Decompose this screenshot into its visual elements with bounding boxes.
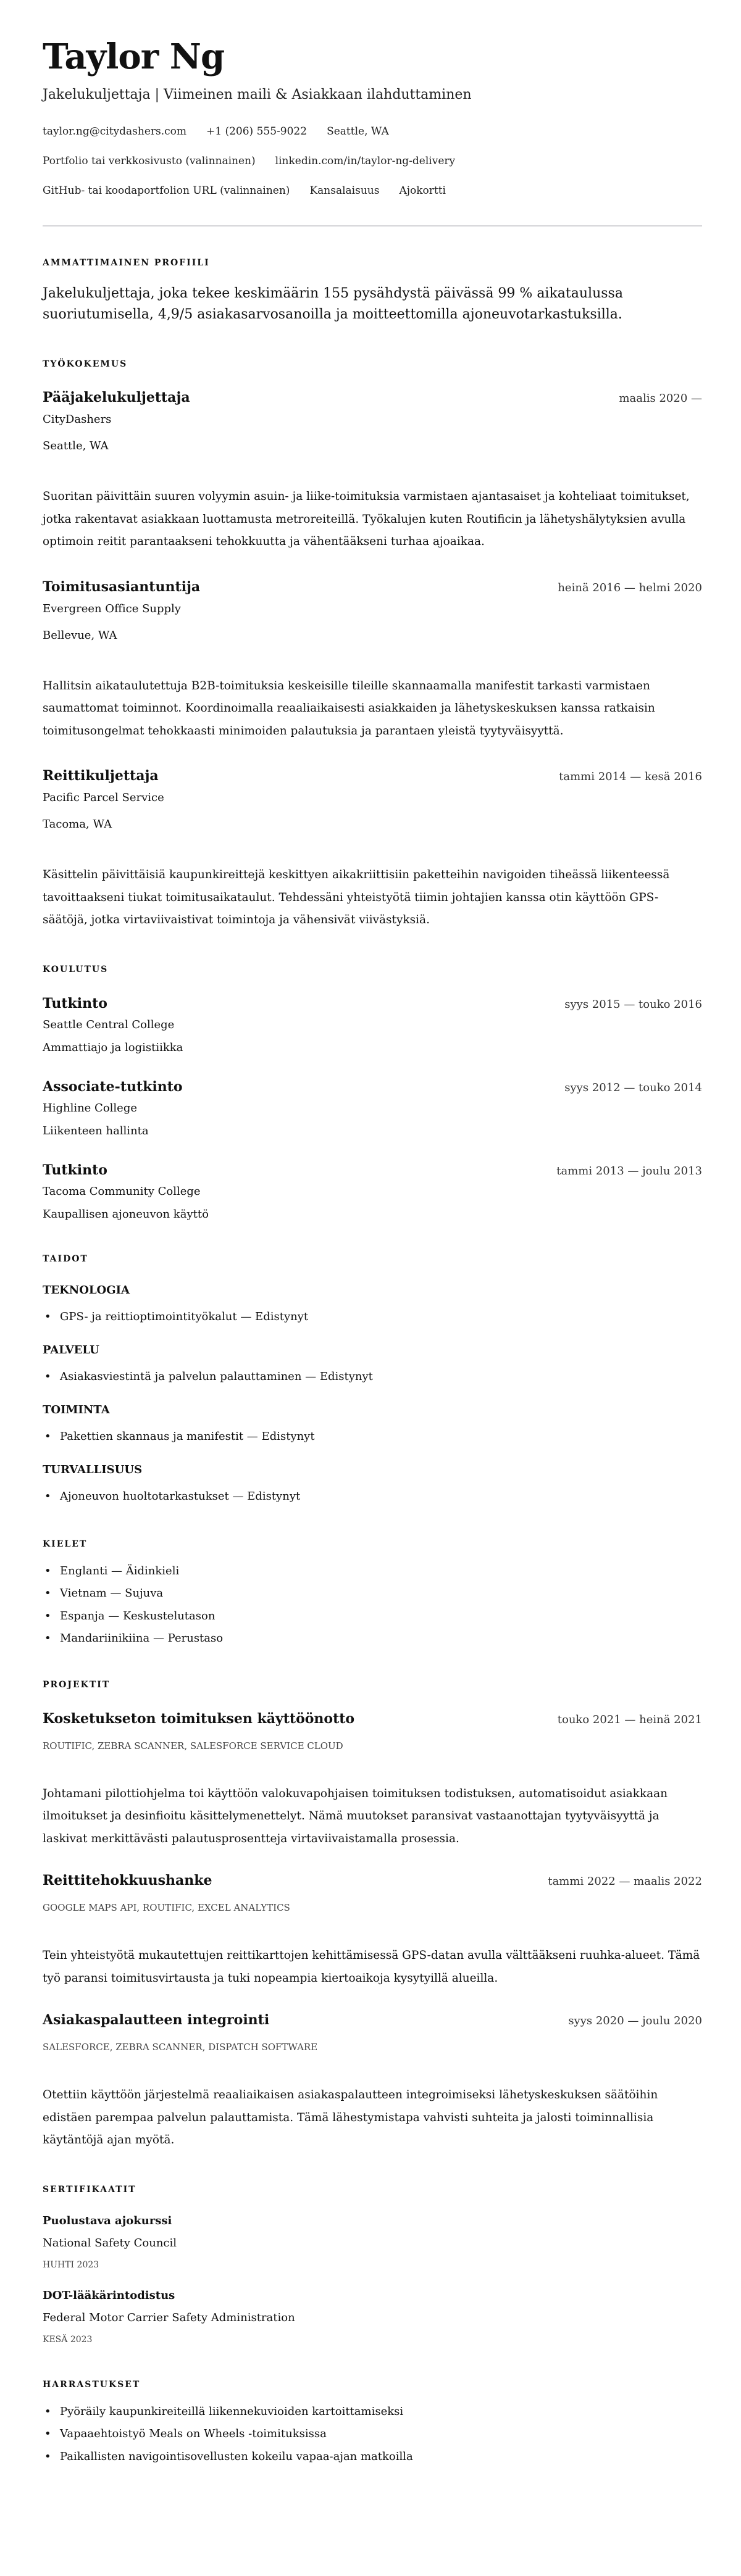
project-description: Otettiin käyttöön järjestelmä reaaliaikaisen asiakaspalautteen integroimiseksi lähetyskeskuksen säätöihin edistäen parempaa palvelun palauttamista. Tämä lähestymistapa vahvisti suhteita ja jalosti toiminnallisia käytäntöjä ajan myötä.	[43, 2088, 658, 2146]
section-heading: TAIDOT	[43, 1253, 88, 1264]
entry-header	[43, 994, 702, 1014]
job-title: Reittikuljettaja	[43, 768, 159, 784]
skill-category: TOIMINTA	[43, 1403, 110, 1416]
project-dates: touko 2021 — heinä 2021	[557, 1713, 702, 1726]
profile-section	[43, 257, 702, 325]
entry-header	[43, 388, 702, 408]
certification-entry	[43, 2288, 702, 2346]
candidate-name: Taylor Ng	[43, 36, 225, 77]
entry-header	[43, 767, 702, 786]
job-dates: heinä 2016 — helmi 2020	[558, 581, 702, 594]
job-description: Käsittelin päivittäisiä kaupunkireittejä keskittyen aikakriittisiin paketteihin navigoiden tiheässä liikenteessä tavoittaakseni tiukat toimitusaikataulut. Tehdessäni yhteistyötä tiimin johtajien kanssa otin käyttöön GPS-säätöjä, jotka virtaviivaistivat toimintoja ja vähensivät viivästyksiä.	[43, 868, 670, 926]
entry-header	[43, 1710, 702, 1729]
job-dates: tammi 2014 — kesä 2016	[559, 770, 702, 783]
certification-title: DOT-lääkärintodistus	[43, 2288, 175, 2302]
certification-title: Puolustava ajokurssi	[43, 2214, 172, 2227]
experience-entry	[43, 767, 702, 932]
project-title: Asiakaspalautteen integrointi	[43, 2012, 270, 2028]
skill-list	[43, 1429, 702, 1445]
section-heading: SERTIFIKAATIT	[43, 2184, 136, 2195]
field-of-study: Kaupallisen ajoneuvon käyttö	[43, 1207, 209, 1221]
candidate-headline: Jakelukuljettaja | Viimeinen maili & Asiakkaan ilahduttaminen	[43, 87, 472, 102]
degree-title: Tutkinto	[43, 995, 107, 1012]
linkedin-link[interactable]: linkedin.com/in/taylor-ng-delivery	[275, 155, 456, 167]
language-item: • Espanja — Keskustelutason	[43, 1605, 702, 1628]
project-dates: syys 2020 — joulu 2020	[568, 2014, 702, 2027]
project-dates: tammi 2022 — maalis 2022	[548, 1875, 702, 1888]
company-name: CityDashers	[43, 413, 112, 426]
skill-item: • GPS- ja reittioptimointityökalut — Edistynyt	[43, 1309, 702, 1325]
education-entry	[43, 994, 702, 1056]
language-item: • Vietnam — Sujuva	[43, 1582, 702, 1605]
hobbies-section	[43, 2379, 702, 2469]
education-entry	[43, 1078, 702, 1139]
experience-entry	[43, 388, 702, 554]
hobby-item: • Vapaaehtoistyö Meals on Wheels -toimituksissa	[43, 2423, 702, 2446]
certification-issuer: Federal Motor Carrier Safety Administration	[43, 2311, 295, 2324]
degree-title: Associate-tutkinto	[43, 1078, 183, 1095]
section-heading: AMMATTIMAINEN PROFIILI	[43, 258, 210, 268]
experience-entry	[43, 578, 702, 743]
section-heading: TYÖKOKEMUS	[43, 359, 128, 369]
email-link[interactable]: taylor.ng@citydashers.com	[43, 125, 187, 138]
education-dates: syys 2012 — touko 2014	[564, 1081, 702, 1094]
job-title: Pääjakelukuljettaja	[43, 389, 190, 405]
project-description: Tein yhteistyötä mukautettujen reittikarttojen kehittämisessä GPS-datan avulla välttääkseni ruuhka-alueet. Tämä työ paransi toimitusvirtausta ja tuki nopeampia kiertoaikoja kysytyillä alueilla.	[43, 1949, 700, 1985]
entry-header	[43, 1161, 702, 1181]
skills-section	[43, 1253, 702, 1505]
job-description: Suoritan päivittäin suuren volyymin asuin- ja liike-toimituksia varmistaen ajantasaiset ja kohteliaat toimitukset, jotka rakentavat asiakkaan luottamusta metroreiteillä. Työkalujen kuten Routificin ja lähetyshälytyksien avulla optimoin reitit parantaakseni tehokkuutta ja vähentääkseni turhaa ajoaikaa.	[43, 490, 690, 548]
project-title: Kosketukseton toimituksen käyttöönotto	[43, 1710, 355, 1727]
project-entry	[43, 1871, 702, 1990]
skill-category: PALVELU	[43, 1343, 99, 1357]
job-location: Bellevue, WA	[43, 628, 117, 642]
header-divider	[43, 225, 702, 226]
company-name: Pacific Parcel Service	[43, 791, 164, 804]
skill-item: • Asiakasviestintä ja palvelun palauttaminen — Edistynyt	[43, 1369, 702, 1385]
education-dates: syys 2015 — touko 2016	[564, 997, 702, 1011]
project-description: Johtamani pilottiohjelma toi käyttöön valokuvapohjaisen toimituksen todistuksen, automatisoidut asiakkaan ilmoitukset ja desinfioitu käsittelymenettelyt. Nämä muutokset paransivat vastaanottajan tyytyväisyyttä ja laskivat merkittävästi palautusprosentteja virtaviivaistamalla prosessia.	[43, 1787, 668, 1845]
contact-row	[43, 183, 702, 199]
degree-title: Tutkinto	[43, 1161, 107, 1178]
school-name: Highline College	[43, 1101, 137, 1115]
entry-header	[43, 2011, 702, 2030]
experience-section	[43, 358, 702, 932]
skill-item: • Pakettien skannaus ja manifestit — Edistynyt	[43, 1429, 702, 1445]
job-location: Seattle, WA	[43, 439, 109, 452]
school-name: Tacoma Community College	[43, 1184, 201, 1198]
languages-section	[43, 1538, 702, 1650]
hobby-item: • Pyöräily kaupunkireiteillä liikennekuvioiden kartoittamiseksi	[43, 2401, 702, 2424]
skill-list	[43, 1369, 702, 1385]
phone-number[interactable]: +1 (206) 555-9022	[206, 125, 308, 138]
certifications-section	[43, 2183, 702, 2346]
company-name: Evergreen Office Supply	[43, 602, 181, 615]
project-tech-stack: ROUTIFIC, ZEBRA SCANNER, SALESFORCE SERVICE CLOUD	[43, 1740, 343, 1751]
languages-list	[43, 1560, 702, 1650]
certification-date: KESÄ 2023	[43, 2334, 93, 2345]
education-section	[43, 963, 702, 1223]
language-item: • Mandariinikiina — Perustaso	[43, 1627, 702, 1650]
project-tech-stack: SALESFORCE, ZEBRA SCANNER, DISPATCH SOFTWARE	[43, 2042, 318, 2053]
job-title: Toimitusasiantuntija	[43, 578, 201, 595]
skill-item: • Ajoneuvon huoltotarkastukset — Edistynyt	[43, 1489, 702, 1505]
projects-section	[43, 1679, 702, 2152]
profile-summary: Jakelukuljettaja, joka tekee keskimäärin 155 pysähdystä päivässä 99 % aikataulussa suoriutumisella, 4,9/5 asiakasarvosanoilla ja moitteettomilla ajoneuvotarkastuksilla.	[43, 286, 623, 322]
project-title: Reittitehokkuushanke	[43, 1872, 212, 1888]
entry-header	[43, 578, 702, 597]
project-entry	[43, 1710, 702, 1851]
language-item: • Englanti — Äidinkieli	[43, 1560, 702, 1583]
contact-row	[43, 153, 702, 169]
certification-issuer: National Safety Council	[43, 2236, 177, 2250]
field-of-study: Liikenteen hallinta	[43, 1124, 149, 1137]
section-heading: KIELET	[43, 1539, 88, 1549]
resume-header	[43, 37, 702, 199]
portfolio-link[interactable]: Portfolio tai verkkosivusto (valinnainen)	[43, 155, 256, 167]
location: Seattle, WA	[327, 125, 389, 138]
skill-category: TEKNOLOGIA	[43, 1283, 130, 1297]
hobby-item: • Paikallisten navigointisovellusten kokeilu vapaa-ajan matkoilla	[43, 2446, 702, 2469]
field-of-study: Ammattiajo ja logistiikka	[43, 1041, 183, 1054]
entry-header	[43, 1078, 702, 1097]
certification-date: HUHTI 2023	[43, 2259, 99, 2270]
education-entry	[43, 1161, 702, 1223]
citizenship: Kansalaisuus	[309, 185, 380, 197]
project-tech-stack: GOOGLE MAPS API, ROUTIFIC, EXCEL ANALYTICS	[43, 1902, 290, 1913]
github-link[interactable]: GitHub- tai koodaportfolion URL (valinnainen)	[43, 185, 290, 197]
job-dates: maalis 2020 —	[619, 392, 702, 405]
drivers-license: Ajokortti	[399, 185, 446, 197]
entry-header	[43, 1871, 702, 1891]
skill-list	[43, 1309, 702, 1325]
section-heading: HARRASTUKSET	[43, 2379, 141, 2390]
certification-entry	[43, 2213, 702, 2271]
education-dates: tammi 2013 — joulu 2013	[556, 1164, 702, 1178]
job-description: Hallitsin aikataulutettuja B2B-toimituksia keskeisille tileille skannaamalla manifestit tarkasti varmistaen saumattomat toiminnot. Koordinoimalla reaaliaikaisesti asiakkaiden ja lähetyskeskuksen kanssa ratkaisin toimitusongelmat tehokkaasti minimoiden palautuksia ja parantaen yleistä tyytyväisyyttä.	[43, 679, 655, 737]
job-location: Tacoma, WA	[43, 818, 112, 831]
skill-category: TURVALLISUUS	[43, 1463, 143, 1476]
contact-row	[43, 123, 702, 139]
school-name: Seattle Central College	[43, 1018, 175, 1031]
section-heading: KOULUTUS	[43, 964, 109, 974]
hobbies-list	[43, 2401, 702, 2469]
section-heading: PROJEKTIT	[43, 1679, 111, 1690]
skill-list	[43, 1489, 702, 1505]
project-entry	[43, 2011, 702, 2152]
